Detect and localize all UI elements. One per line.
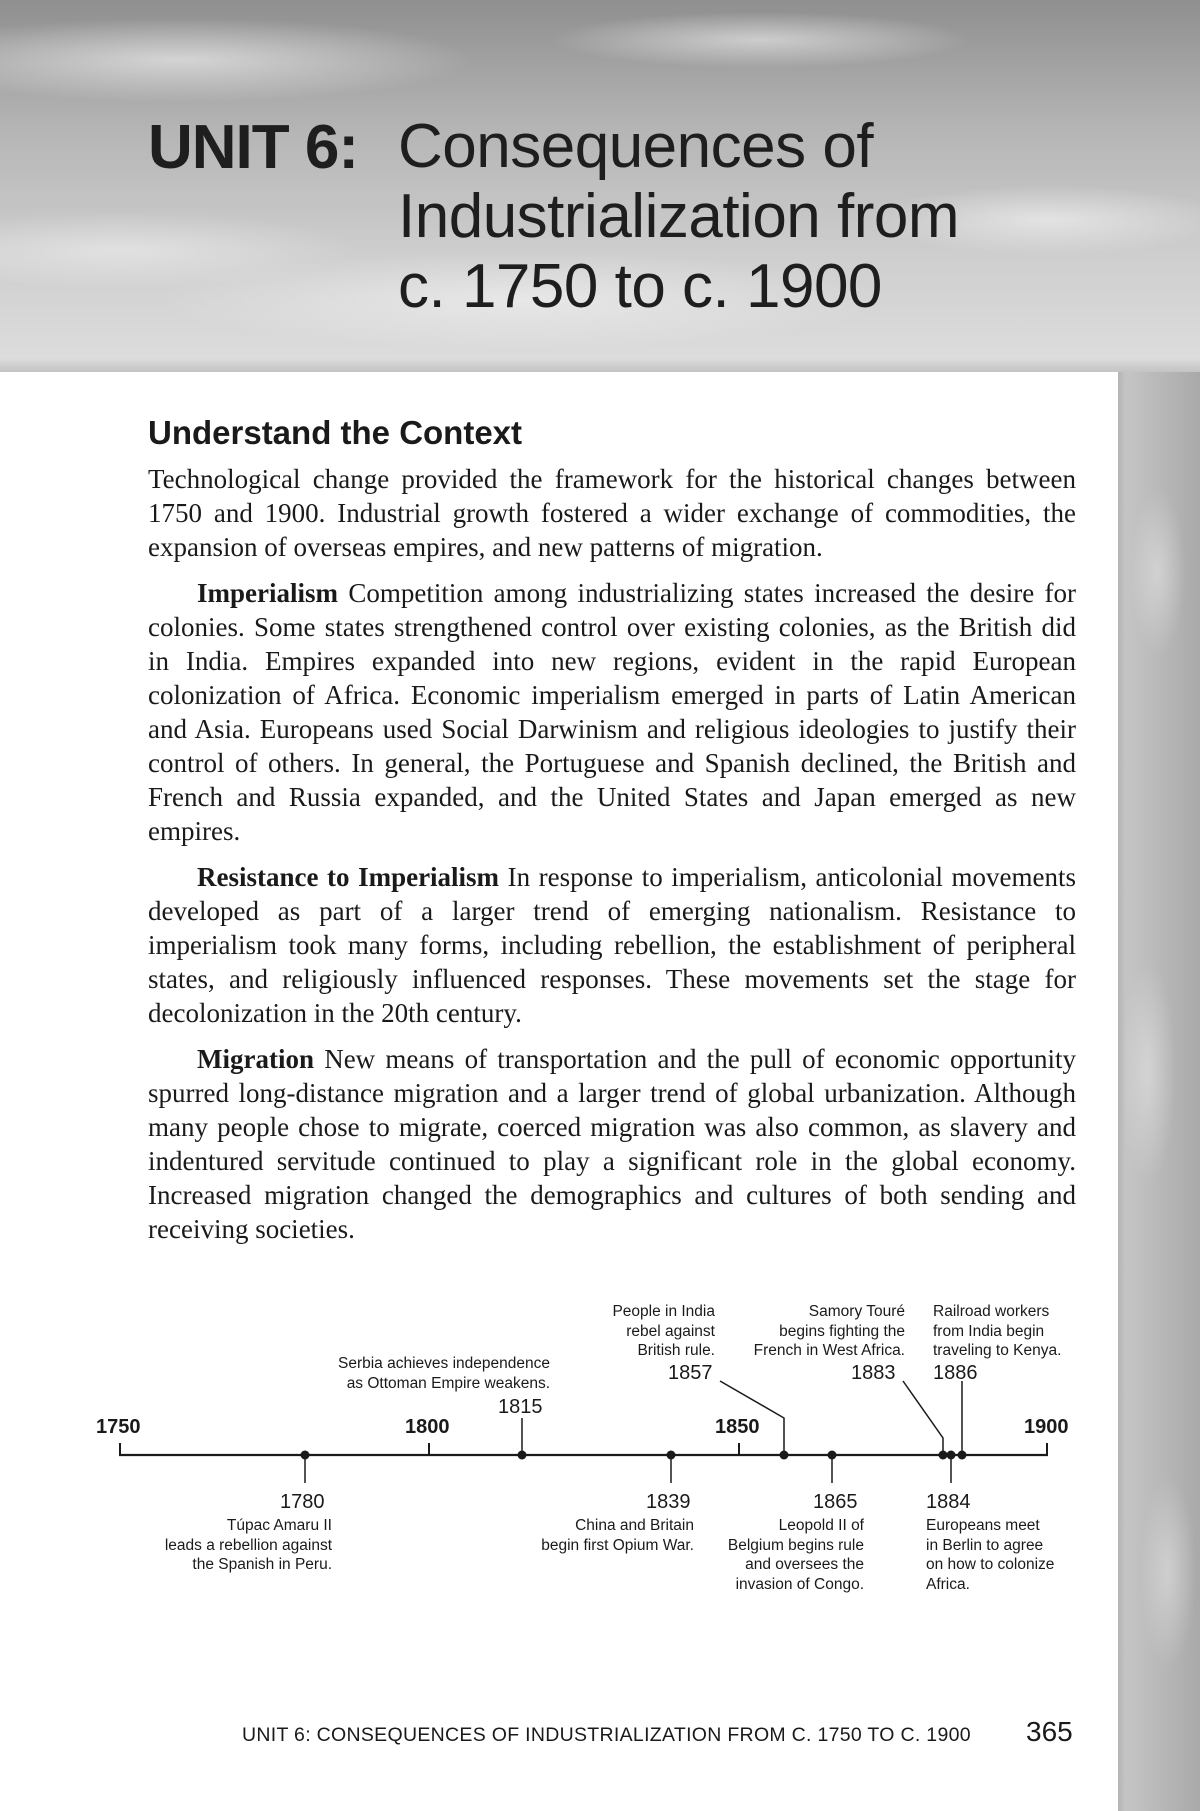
event-year-1883: 1883 — [851, 1362, 896, 1384]
event-text-line: as Ottoman Empire weakens. — [346, 1374, 550, 1392]
event-text-1780 — [130, 1516, 332, 1575]
axis-year-label: 1900 — [1024, 1416, 1069, 1438]
event-text-1815 — [280, 1354, 550, 1393]
unit-title — [398, 112, 1098, 322]
axis-year-label: 1800 — [405, 1416, 450, 1438]
event-text-line: on how to colonize — [926, 1556, 1055, 1573]
running-footer: UNIT 6: CONSEQUENCES OF INDUSTRIALIZATION FROM C. 1750 TO C. 1900 — [242, 1724, 971, 1746]
event-year-1857: 1857 — [668, 1362, 713, 1384]
paragraph-term: Migration — [197, 1044, 314, 1074]
event-text-line: and oversees the — [745, 1556, 864, 1573]
paragraph-imperialism — [148, 576, 1076, 848]
event-year-1886: 1886 — [933, 1362, 978, 1384]
event-text-1886 — [933, 1302, 1103, 1361]
event-year-1865: 1865 — [813, 1491, 858, 1513]
event-dot-1815 — [518, 1451, 527, 1460]
event-text-line: Africa. — [926, 1575, 970, 1593]
paragraph-text: In response to imperialism, anticolonial movements developed as part of a larger trend of emerging nationalism. Resistance to imperialism took many forms, including rebellion, the establishment of peripheral states, and religiously influenced responses. These movements set the stage for decolonization in the 20th century. — [148, 862, 1077, 1028]
event-dot-1780 — [301, 1451, 310, 1460]
event-text-line: begins fighting the — [779, 1322, 905, 1340]
event-text-line: begin first Opium War. — [541, 1536, 694, 1554]
paragraph-term: Imperialism — [197, 578, 338, 608]
axis-year-label: 1850 — [715, 1416, 760, 1438]
page-number: 365 — [1026, 1716, 1073, 1747]
event-year-1839: 1839 — [646, 1491, 691, 1513]
paragraph-text: Competition among industrializing states increased the desire for colonies. Some states strengthened control over existing colonies, as the British did in India. Empires expanded into new regions, evident in the rapid European colonization of Africa. Economic imperialism emerged in parts of Latin American and Asia. Europeans used Social Darwinism and religious ideologies to justify their control of others. In general, the Portuguese and Spanish declined, the British and French and Russia expanded, and the United States and Japan emerged as new empires. — [148, 578, 1076, 846]
paragraph-text: New means of transportation and the pull of economic opportunity spurred long-distance migration and a larger trend of global urbanization. Although many people chose to migrate, coerced migration was also common, as slavery and indentured servitude continued to play a significant role in the global economy. Increased migration changed the demographics and cultures of both sending and receiving societies. — [148, 1044, 1076, 1244]
event-text-1865 — [700, 1516, 864, 1594]
unit-title-line: Consequences of — [398, 112, 874, 181]
event-dot-1884 — [947, 1451, 956, 1460]
event-text-line: French in West Africa. — [753, 1342, 905, 1359]
event-text-1857 — [560, 1302, 715, 1361]
event-year-1884: 1884 — [926, 1491, 971, 1513]
event-connector-1883 — [903, 1381, 943, 1455]
event-text-line: Europeans meet — [926, 1517, 1040, 1534]
side-texture-strip — [1118, 372, 1200, 1811]
header-banner — [0, 0, 1200, 372]
event-text-1883 — [730, 1302, 905, 1361]
event-text-line: leads a rebellion against — [164, 1536, 332, 1554]
event-text-line: Railroad workers — [933, 1303, 1050, 1320]
event-text-line: Leopold II of — [778, 1517, 864, 1534]
unit-title-line: Industrialization from — [398, 182, 960, 251]
event-text-line: invasion of Congo. — [735, 1575, 864, 1593]
event-text-line: rebel against — [626, 1322, 715, 1340]
unit-label: UNIT 6: — [148, 113, 358, 182]
event-text-line: the Spanish in Peru. — [192, 1556, 332, 1573]
event-dot-1839 — [667, 1451, 676, 1460]
unit-title-line: c. 1750 to c. 1900 — [398, 252, 882, 321]
paragraph-migration — [148, 1042, 1076, 1246]
event-text-line: Túpac Amaru II — [226, 1517, 332, 1534]
event-text-line: Samory Touré — [808, 1303, 905, 1320]
event-dot-1857 — [780, 1451, 789, 1460]
event-year-1780: 1780 — [280, 1491, 325, 1513]
paragraph-resistance — [148, 860, 1076, 1030]
timeline — [0, 1280, 1110, 1610]
body-text — [148, 462, 1076, 1258]
event-text-line: Serbia achieves independence — [338, 1355, 550, 1372]
axis-year-label: 1750 — [96, 1416, 141, 1438]
intro-paragraph: Technological change provided the framework for the historical changes between 1750 and 1900. Industrial growth fostered a wider exchange of commodities, the expansion of overseas empires, and new patterns of migration. — [148, 464, 1076, 562]
event-text-line: British rule. — [637, 1342, 715, 1359]
event-text-1884 — [926, 1516, 1101, 1594]
event-text-line: China and Britain — [575, 1517, 694, 1534]
event-text-1839 — [500, 1516, 694, 1555]
event-text-line: traveling to Kenya. — [933, 1342, 1062, 1359]
event-text-line: Belgium begins rule — [727, 1536, 864, 1554]
event-text-line: in Berlin to agree — [926, 1536, 1044, 1554]
event-year-1815: 1815 — [498, 1396, 543, 1418]
event-dot-1865 — [828, 1451, 837, 1460]
event-dot-1883 — [939, 1451, 948, 1460]
event-text-line: People in India — [612, 1303, 715, 1320]
paragraph-term: Resistance to Imperialism — [197, 862, 500, 892]
section-heading: Understand the Context — [148, 414, 523, 451]
event-text-line: from India begin — [933, 1322, 1045, 1340]
event-dot-1886 — [958, 1451, 967, 1460]
